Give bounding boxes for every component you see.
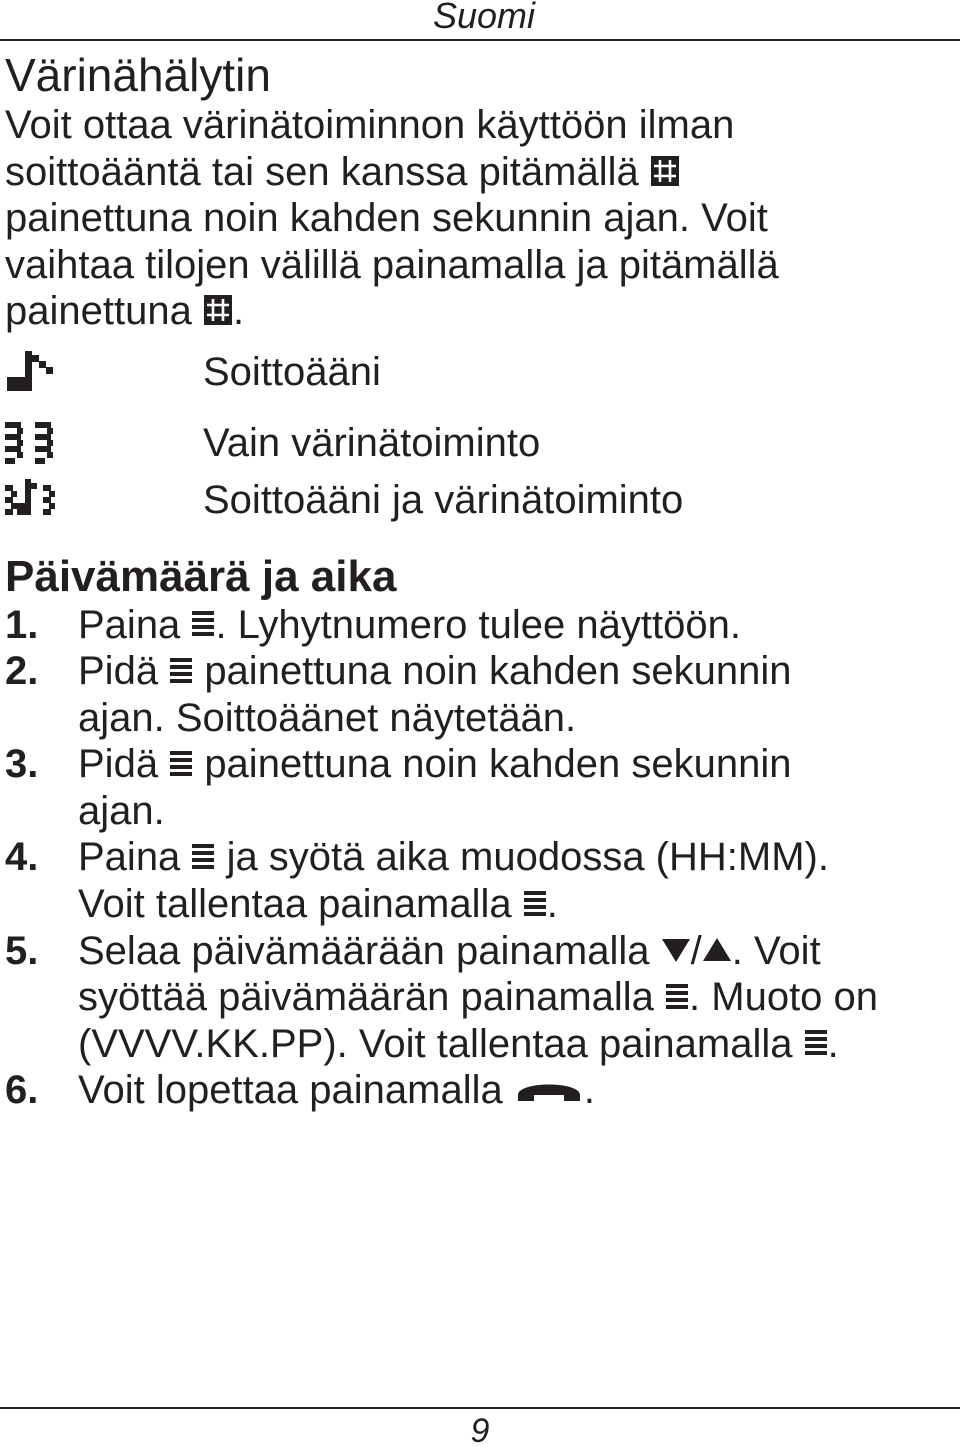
step-3: 3. Pidä painettuna noin kahden sekunnin ajan.: [5, 742, 792, 833]
section-title-vibra: Värinähälytin: [5, 49, 271, 101]
header-rule: [0, 39, 960, 41]
mode-label: Soittoääni ja värinätoiminto: [203, 477, 684, 522]
step-number: 2.: [5, 649, 39, 694]
mode-row-vibration: [5, 416, 955, 473]
language-label: Suomi: [432, 0, 535, 36]
arrow-up-icon: [702, 937, 732, 963]
page-content: [5, 48, 955, 1114]
mode-label: Vain värinätoiminto: [203, 420, 541, 465]
step-2: 2. Pidä painettuna noin kahden sekunnin ajan. Soittoäänet näytetään.: [5, 649, 792, 740]
step-number: 1.: [5, 602, 39, 647]
mode-row-ring-and-vibration: [5, 473, 955, 530]
menu-key-icon: [169, 749, 193, 779]
ring-mode-list: [5, 345, 955, 530]
end-call-icon: [514, 1075, 584, 1105]
step-number: 5.: [5, 928, 39, 973]
vibra-line-1: Voit ottaa värinätoiminnon käyttöön ilman: [5, 103, 735, 147]
step-1: 1. Paina . Lyhytnumero tulee näyttöön.: [5, 602, 741, 647]
step-list: [5, 602, 955, 1115]
vibra-line-3: painettuna noin kahden sekunnin ajan. Voit: [5, 196, 768, 240]
step-4: 4. Paina ja syötä aika muodossa (HH:MM). Voit tallentaa painamalla .: [5, 835, 829, 927]
menu-key-icon: [665, 982, 689, 1012]
step-number: 4.: [5, 835, 39, 880]
step-5: 5. Selaa päivämäärään painamalla / . Voit syöttää päivämäärän painamalla . Muoto on (VVVV.KK.PP). Voit tallentaa painamalla .: [5, 928, 879, 1066]
vibration-icon: [5, 422, 57, 466]
page-number: 9: [470, 1412, 490, 1450]
menu-key-icon: [523, 889, 547, 919]
vibra-line-2: soittoääntä tai sen kanssa pitämällä: [5, 149, 955, 196]
hash-key-icon: [650, 155, 680, 187]
mode-label: Soittoääni: [203, 349, 381, 394]
footer-rule: [0, 1407, 960, 1409]
vibra-line-4: vaihtaa tilojen välillä painamalla ja pitämällä: [5, 242, 779, 287]
hash-key-icon: [203, 294, 233, 326]
mode-row-ringtone: [5, 345, 955, 402]
menu-key-icon: [191, 842, 215, 872]
menu-key-icon: [191, 609, 215, 639]
ringtone-note-icon: [5, 351, 57, 395]
menu-key-icon: [169, 656, 193, 686]
step-6: 6. Voit lopettaa painamalla .: [5, 1068, 595, 1113]
arrow-down-icon: [661, 937, 691, 963]
step-number: 6.: [5, 1068, 39, 1113]
menu-key-icon: [804, 1028, 828, 1058]
vibra-line-5: painettuna .: [5, 289, 245, 333]
step-number: 3.: [5, 742, 39, 787]
section-title-date-time: Päivämäärä ja aika: [5, 551, 397, 601]
ring-and-vibration-icon: [5, 479, 57, 523]
